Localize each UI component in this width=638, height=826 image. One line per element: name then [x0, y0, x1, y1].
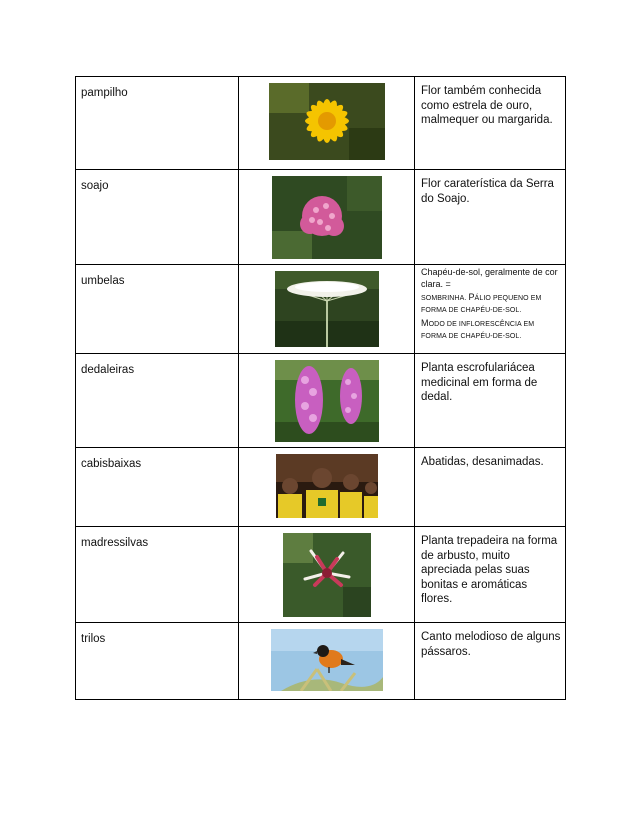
- table-row: [76, 170, 566, 265]
- white-umbel-flower-photo: [275, 271, 379, 347]
- honeysuckle-flowers-photo: [283, 533, 371, 617]
- table-row: [76, 77, 566, 170]
- term-cell: trilos: [76, 623, 239, 700]
- table-row: [76, 354, 566, 448]
- term-cell: umbelas: [76, 265, 239, 354]
- definition-cell: Canto melodioso de alguns pássaros.: [415, 623, 566, 700]
- definition-line: Chapéu-de-sol, geralmente de cor clara. =: [421, 267, 558, 289]
- athletes-team-photo: [276, 454, 378, 518]
- term-cell: cabisbaixas: [76, 448, 239, 527]
- glossary-table: [75, 76, 566, 700]
- term-cell: madressilvas: [76, 527, 239, 623]
- definition-line: SOMBRINHA. PÁLIO PEQUENO EM FORMA DE CHAPÉU-DE-SOL.: [421, 292, 542, 314]
- orange-bird-on-branch-photo: [271, 629, 383, 691]
- table-row: [76, 623, 566, 700]
- table-row: [76, 448, 566, 527]
- foxglove-flowers-photo: [275, 360, 379, 442]
- table-row: [76, 527, 566, 623]
- table-row: [76, 265, 566, 354]
- definition-cell: Flor também conhecida como estrela de ouro, malmequer ou margarida.: [415, 77, 566, 170]
- definition-cell: Planta trepadeira na forma de arbusto, muito apreciada pelas suas bonitas e aromáticas flores.: [415, 527, 566, 623]
- pink-flower-cluster-photo: [272, 176, 382, 259]
- definition-line: MODO DE INFLORESCÊNCIA EM FORMA DE CHAPÉU-DE-SOL.: [421, 318, 535, 340]
- definition-cell: Flor caraterística da Serra do Soajo.: [415, 170, 566, 265]
- definition-cell: Planta escrofulariácea medicinal em forma de dedal.: [415, 354, 566, 448]
- yellow-daisy-flower-photo: [269, 83, 385, 160]
- term-cell: soajo: [76, 170, 239, 265]
- term-cell: dedaleiras: [76, 354, 239, 448]
- definition-cell: Abatidas, desanimadas.: [415, 448, 566, 527]
- definition-cell: [415, 265, 566, 354]
- term-cell: pampilho: [76, 77, 239, 170]
